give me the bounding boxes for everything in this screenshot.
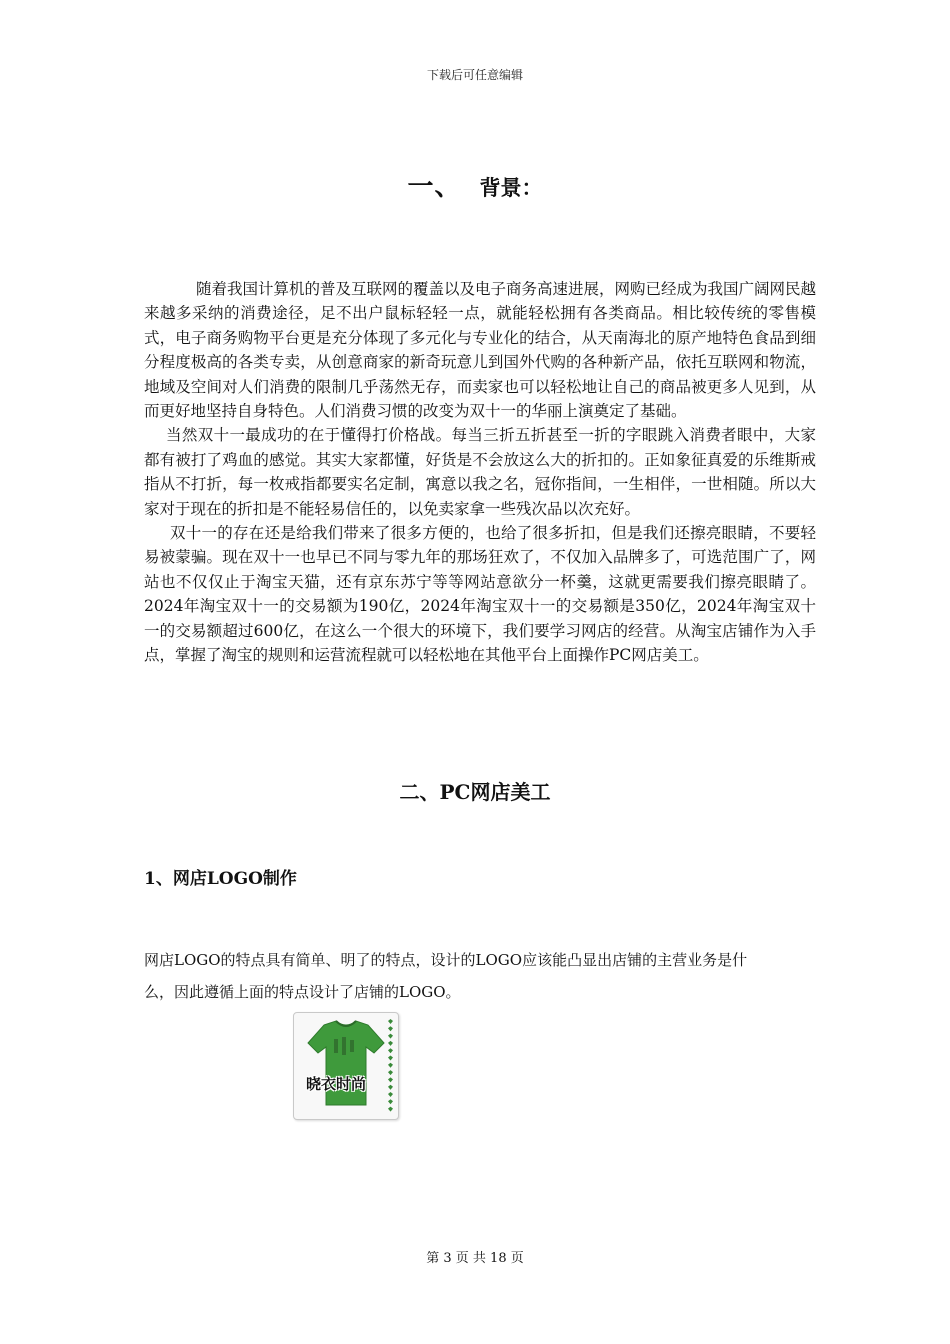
logo-description: [144, 944, 816, 1008]
logo-description-line-2: 么，因此遵循上面的特点设计了店铺的LOGO。: [144, 983, 461, 1001]
heart-icon: [388, 1107, 393, 1112]
section-1-number: 一、: [407, 172, 462, 202]
shop-logo-image: [293, 1012, 399, 1120]
page-header: 下载后可任意编辑: [426, 68, 523, 82]
heart-icon: [388, 1019, 393, 1024]
heart-icon: [388, 1034, 393, 1039]
heart-icon: [388, 1070, 393, 1075]
paragraph-background-2: 当然双十一最成功的在于懂得打价格战。每当三折五折甚至一折的字眼跳入消费者眼中，大家都有被打了鸡血的感觉。其实大家都懂，好货是不会放这么大的折扣的。正如象征真爱的乐维斯戒指从不打折，每一枚戒指都要实名定制，寓意以我之名，冠你指间，一生相伴，一世相随。所以大家对于现在的折扣是不能轻易信任的，以免卖家拿一些残次品以次充好。: [144, 426, 816, 518]
heart-icon: [388, 1026, 393, 1031]
heart-icon: [388, 1085, 393, 1090]
heart-icon: [388, 1041, 393, 1046]
paragraph-background-3: 双十一的存在还是给我们带来了很多方便的，也给了很多折扣，但是我们还擦亮眼睛，不要轻易被蒙骗。现在双十一也早已不同与零九年的那场狂欢了，不仅加入品牌多了，可选范围广了，网站也不仅仅止于淘宝天猫，还有京东苏宁等等网站意欲分一杯羹，这就更需要我们擦亮眼睛了。2024年淘宝双十一的交易额为190亿，2024年淘宝双十一的交易额是350亿，2024年淘宝双十一的交易额超过600亿，在这么一个很大的环境下，我们要学习网店的经营。从淘宝店铺作为入手点，掌握了淘宝的规则和运营流程就可以轻松地在其他平台上面操作PC网店美工。: [144, 524, 816, 665]
section-2-heading: 二、PC网店美工: [399, 780, 551, 804]
paragraph-background-1: 随着我国计算机的普及互联网的覆盖以及电子商务高速进展，网购已经成为我国广阔网民越来越多采纳的消费途径，足不出户鼠标轻轻一点，就能轻松拥有各类商品。相比较传统的零售模式，电子商务购物平台更是充分体现了多元化与专业化的结合，从天南海北的原产地特色食品到细分程度极高的各类专卖，从创意商家的新奇玩意儿到国外代购的各种新产品，依托互联网和物流，地域及空间对人们消费的限制几乎荡然无存，而卖家也可以轻松地让自己的商品被更多人见到，从而更好地坚持自身特色。人们消费习惯的改变为双十一的华丽上演奠定了基础。: [144, 280, 817, 421]
section-1-heading: [0, 166, 950, 203]
section-1-title: 背景：: [479, 175, 543, 200]
heart-icon: [388, 1099, 393, 1104]
heart-icon: [388, 1048, 393, 1053]
heart-icon: [388, 1063, 393, 1068]
logo-description-line-1: 网店LOGO的特点具有简单、明了的特点，设计的LOGO应该能凸显出店铺的主营业务是什: [144, 951, 748, 969]
heart-icon: [388, 1077, 393, 1082]
tshirt-icon: [294, 1013, 398, 1119]
subsection-logo-heading: 1、网店LOGO制作: [144, 869, 297, 889]
shop-logo-name: 晓衣时尚: [306, 1075, 367, 1093]
body-text: [144, 277, 816, 668]
heart-icon: [388, 1056, 393, 1061]
page-footer: 第 3 页 共 18 页: [426, 1251, 524, 1266]
heart-icon: [388, 1092, 393, 1097]
